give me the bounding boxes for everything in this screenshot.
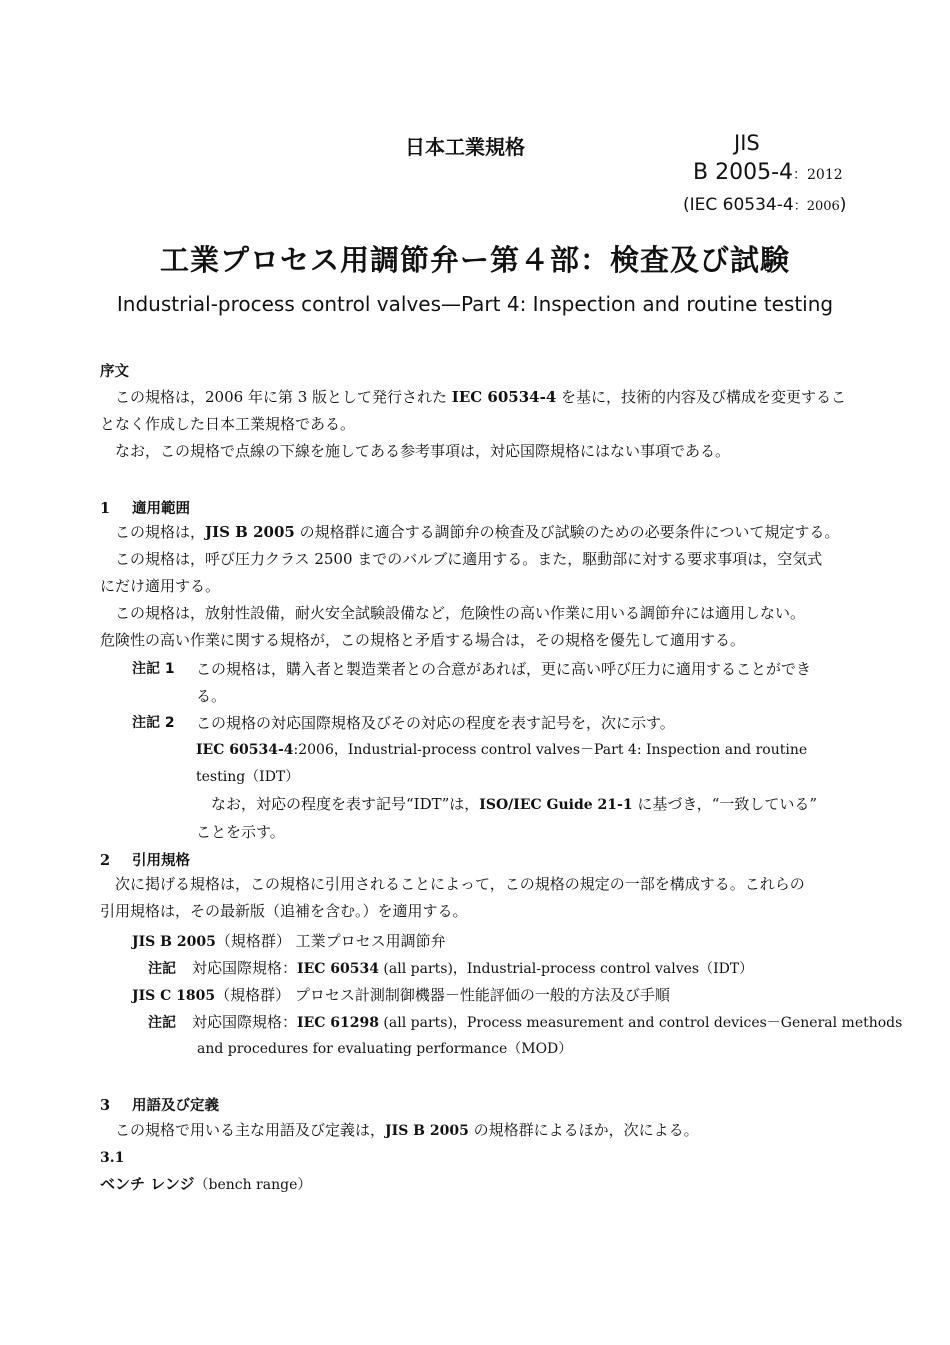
note-2 (132, 710, 852, 841)
section-1-heading: 1 適用範囲 (100, 500, 190, 517)
note-2-reference: IEC 60534-4:2006，Industrial-process control valves－Part 4: Inspection and routine testing（IDT） (196, 742, 808, 785)
iec-year: ：2006 (793, 199, 840, 214)
note-1-text: この規格は，購入者と製造業者との合意があれば，更に高い呼び圧力に適用することができ る。 (196, 660, 812, 705)
standard-number (693, 160, 843, 185)
standard-code: B 2005-4 (693, 160, 794, 185)
section-2-paragraph-1: 次に掲げる規格は，この規格に引用されることによって，この規格の規定の一部を構成する。これらの (115, 875, 805, 893)
section-3-paragraph-1: この規格で用いる主な用語及び定義は，JIS B 2005 の規格群によるほか，次による。 (115, 1121, 699, 1139)
jis-name: 日本工業規格 (405, 135, 525, 159)
reference-jis-c-1805-note-cont: and procedures for evaluating performance（MOD） (197, 1041, 573, 1057)
reference-jis-c-1805: JIS C 1805（規格群） プロセス計測制御機器－性能評価の一般的方法及び手順 (132, 986, 670, 1004)
foreword-paragraph-2: なお，この規格で点線の下線を施してある参考事項は，対応国際規格にはない事項である。 (115, 442, 731, 460)
section-3-heading: 3 用語及び定義 (100, 1097, 219, 1114)
section-2-body (100, 871, 852, 925)
jis-label: JIS (734, 131, 760, 155)
section-2-heading: 2 引用規格 (100, 852, 190, 869)
title-japanese: 工業プロセス用調節弁ー第４部：検査及び試験 (159, 243, 790, 277)
title-english: Industrial-process control valves—Part 4: Inspection and routine testing (116, 292, 834, 316)
section-2-paragraph-1-cont: 引用規格は，その最新版（追補を含む。）を適用する。 (100, 902, 468, 920)
reference-jis-b-2005-note: 注記 対応国際規格：IEC 60534 (all parts)，Industrial-process control valves（IDT） (148, 959, 754, 977)
foreword-body (100, 384, 852, 465)
note-2-text: この規格の対応国際規格及びその対応の程度を表す記号を，次に示す。 IEC 60534-4:2006，Industrial-process control valves－Part 4: Inspection and routine testing（IDT） なお，対応の程度を表す記号“IDT”は，ISO/IEC Guide 21-1 に基づき，“一致している” ことを示す。 (196, 710, 852, 846)
section-1-body (100, 519, 852, 654)
term-bench-range: ベンチ レンジ（bench range） (100, 1175, 312, 1193)
subsection-3-1-number: 3.1 (100, 1150, 125, 1166)
iec-code: (IEC 60534-4 (683, 195, 794, 215)
foreword-paragraph-1-cont: となく作成した日本工業規格である。 (100, 415, 356, 433)
note-2-label: 注記 2 (132, 715, 175, 731)
note-2-reference-explanation: なお，対応の程度を表す記号“IDT”は，ISO/IEC Guide 21-1 に基づき，“一致している” (211, 795, 818, 813)
note-1-label: 注記 1 (132, 661, 175, 677)
reference-jis-b-2005: JIS B 2005（規格群） 工業プロセス用調節弁 (132, 932, 446, 950)
section-1-paragraph-2: この規格は，呼び圧力クラス 2500 までのバルブに適用する。また，駆動部に対する要求事項は，空気式 (115, 550, 823, 568)
section-1-paragraph-2-cont: にだけ適用する。 (100, 577, 221, 595)
section-1-paragraph-3-cont: 危険性の高い作業に関する規格が，この規格と矛盾する場合は，その規格を優先して適用する。 (100, 631, 746, 649)
section-1-paragraph-1: この規格は，JIS B 2005 の規格群に適合する調節弁の検査及び試験のための必要条件について規定する。 (115, 523, 840, 541)
iec-reference (683, 195, 846, 215)
note-1 (132, 656, 852, 710)
section-3-body (100, 1117, 852, 1145)
standard-year: ：2012 (793, 167, 843, 183)
foreword-paragraph-1: この規格は，2006 年に第 3 版として発行された IEC 60534-4 を基に，技術的内容及び構成を変更するこ (115, 388, 847, 406)
section-1-paragraph-3: この規格は，放射性設備，耐火安全試験設備など，危険性の高い作業に用いる調節弁には適用しない。 (115, 604, 806, 622)
reference-jis-c-1805-note: 注記 対応国際規格：IEC 61298 (all parts)，Process measurement and control devices－General methods (148, 1013, 903, 1031)
iec-close: ) (839, 195, 847, 215)
foreword-heading: 序文 (100, 364, 129, 380)
